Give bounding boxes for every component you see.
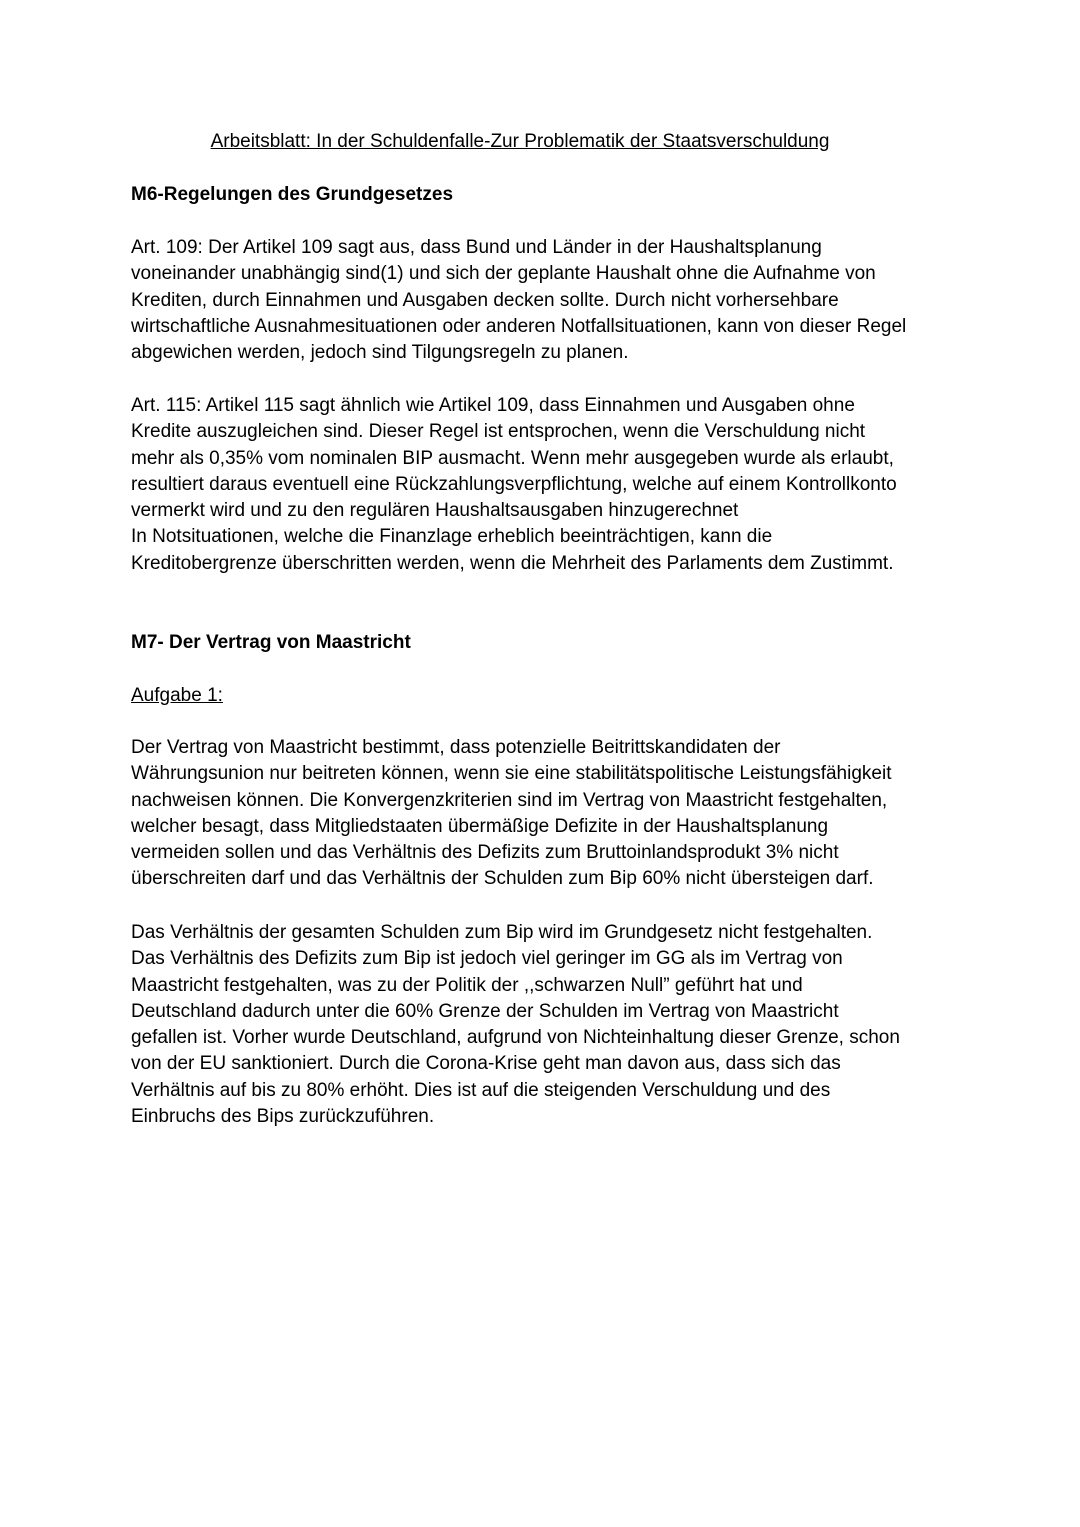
paragraph-art-109 xyxy=(131,235,961,366)
text-line: Verhältnis auf bis zu 80% erhöht. Dies ist auf die steigenden Verschuldung und des xyxy=(131,1079,831,1101)
text-line: Art. 115: Artikel 115 sagt ähnlich wie Artikel 109, dass Einnahmen und Ausgaben ohne xyxy=(131,395,855,416)
text-line: von der EU sanktioniert. Durch die Corona-Krise geht man davon aus, dass sich das xyxy=(131,1053,841,1075)
text-line: Der Vertrag von Maastricht bestimmt, dass potenzielle Beitrittskandidaten der xyxy=(131,737,781,758)
text-line: vermeiden sollen und das Verhältnis des Defizits zum Bruttoinlandsprodukt 3% nicht xyxy=(131,842,839,864)
text-line: Das Verhältnis des Defizits zum Bip ist jedoch viel geringer im GG als im Vertrag von xyxy=(131,948,843,970)
text-line: Währungsunion nur beitreten können, wenn sie eine stabilitätspolitische Leistungsfähigkeit xyxy=(131,763,892,785)
text-line: vermerkt wird und zu den regulären Haushaltsausgaben hinzugerechnet xyxy=(131,500,739,522)
text-line: Krediten, durch Einnahmen und Ausgaben decken sollte. Durch nicht vorhersehbare xyxy=(131,289,839,311)
section-heading-m6: M6-Regelungen des Grundgesetzes xyxy=(131,184,454,205)
text-line: mehr als 0,35% vom nominalen BIP ausmacht. Wenn mehr ausgegeben wurde als erlaubt, xyxy=(131,447,894,469)
document-title: Arbeitsblatt: In der Schuldenfalle-Zur Problematik der Staatsverschuldung xyxy=(210,131,830,152)
text-line: Art. 109: Der Artikel 109 sagt aus, dass Bund und Länder in der Haushaltsplanung xyxy=(131,237,822,258)
paragraph-art-115 xyxy=(131,393,961,577)
text-line: resultiert daraus eventuell eine Rückzahlungsverpflichtung, welche auf einem Kontrollkonto xyxy=(131,473,897,495)
text-line: Kredite auszugleichen sind. Dieser Regel ist entsprochen, wenn die Verschuldung nicht xyxy=(131,421,866,443)
task-label: Aufgabe 1: xyxy=(131,685,223,706)
text-line: welcher besagt, dass Mitgliedstaaten übermäßige Defizite in der Haushaltsplanung xyxy=(131,815,829,837)
text-line: Maastricht festgehalten, was zu der Politik der ,,schwarzen Null” geführt hat und xyxy=(131,974,803,996)
paragraph-maastricht-1 xyxy=(131,735,961,893)
text-line: Das Verhältnis der gesamten Schulden zum Bip wird im Grundgesetz nicht festgehalten. xyxy=(131,922,873,943)
text-line: wirtschaftliche Ausnahmesituationen oder anderen Notfallsituationen, kann von dieser Regel xyxy=(131,315,907,337)
text-line: abgewichen werden, jedoch sind Tilgungsregeln zu planen. xyxy=(131,342,629,364)
text-line: In Notsituationen, welche die Finanzlage erheblich beeinträchtigen, kann die xyxy=(131,526,773,548)
text-line: Deutschland dadurch unter die 60% Grenze der Schulden im Vertrag von Maastricht xyxy=(131,1000,839,1022)
paragraph-maastricht-2 xyxy=(131,920,961,1130)
text-line: voneinander unabhängig sind(1) und sich der geplante Haushalt ohne die Aufnahme von xyxy=(131,263,876,285)
text-line: überschreiten darf und das Verhältnis der Schulden zum Bip 60% nicht übersteigen darf. xyxy=(131,868,874,890)
text-line: Kreditobergrenze überschritten werden, wenn die Mehrheit des Parlaments dem Zustimmt. xyxy=(131,552,894,574)
section-heading-m7: M7- Der Vertrag von Maastricht xyxy=(131,632,411,653)
text-line: Einbruchs des Bips zurückzuführen. xyxy=(131,1106,435,1128)
text-line: nachweisen können. Die Konvergenzkriterien sind im Vertrag von Maastricht festgehalten, xyxy=(131,789,888,811)
text-line: gefallen ist. Vorher wurde Deutschland, aufgrund von Nichteinhaltung dieser Grenze, schon xyxy=(131,1027,900,1049)
